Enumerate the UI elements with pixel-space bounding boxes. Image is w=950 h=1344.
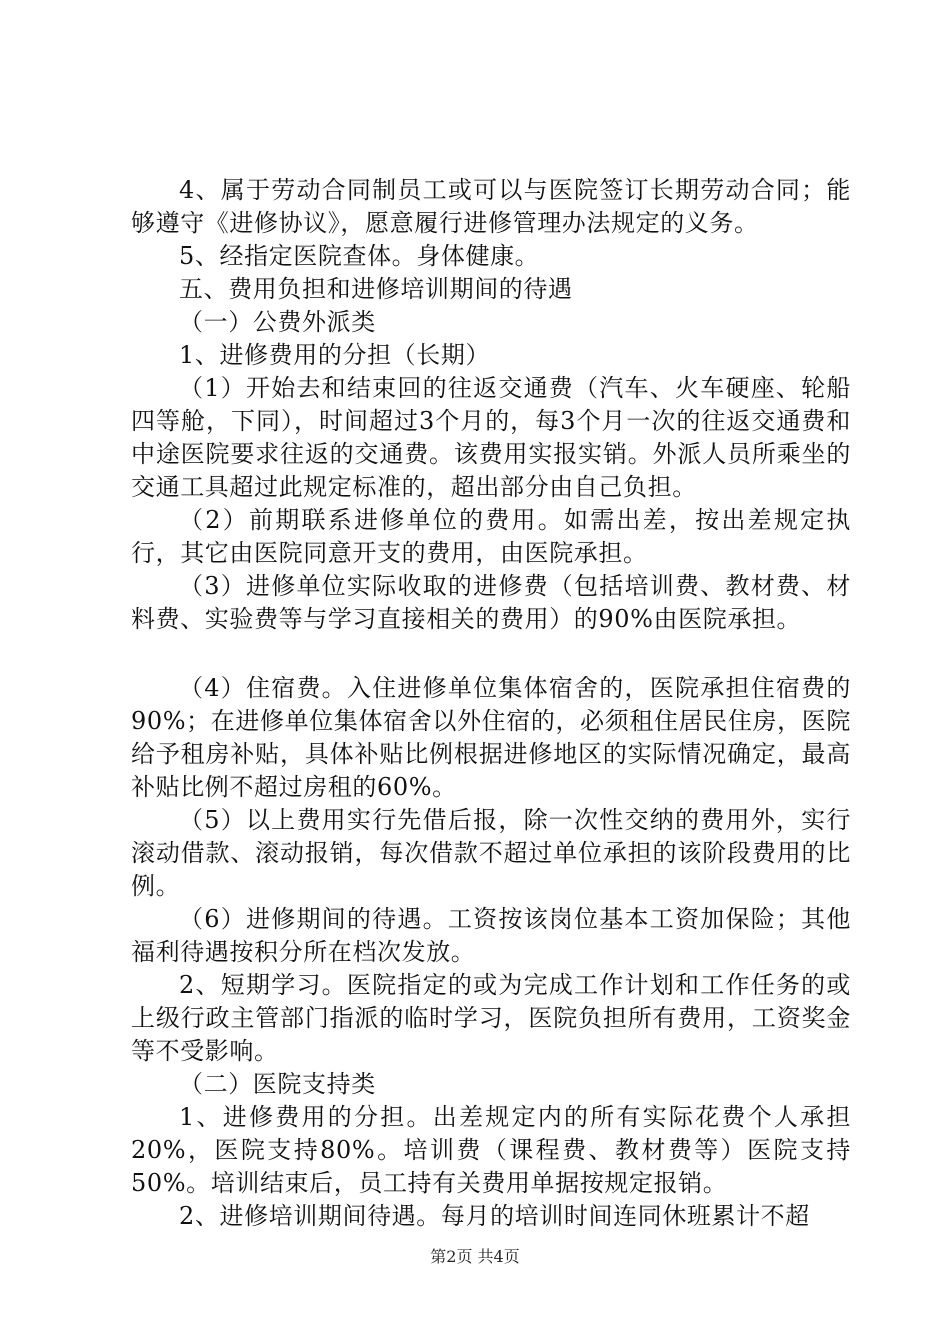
paragraph-cost-sharing: 1、进修费用的分担（长期）: [179, 341, 491, 369]
paragraph-support-cost: 1、进修费用的分担。出差规定内的所有实际花费个人承担20%，医院支持80%。培训费（课程费、教材费等）医院支持50%。培训结束后，员工持有关费用单据按规定报销。: [131, 1103, 851, 1197]
paragraph-short-term-study: 2、短期学习。医院指定的或为完成工作计划和工作任务的或上级行政主管部门指派的临时学习，医院负担所有费用，工资奖金等不受影响。: [131, 971, 851, 1065]
paragraph-item-5: 5、经指定医院查体。身体健康。: [179, 242, 540, 270]
subsection-heading-2: （二）医院支持类: [179, 1070, 376, 1098]
paragraph-clause-5: （5）以上费用实行先借后报，除一次性交纳的费用外，实行滚动借款、滚动报销，每次借款不超过单位承担的该阶段费用的比例。: [131, 806, 851, 900]
paragraph-clause-6: （6）进修期间的待遇。工资按该岗位基本工资加保险；其他福利待遇按积分所在档次发放。: [131, 905, 851, 966]
paragraph-clause-1: （1）开始去和结束回的往返交通费（汽车、火车硬座、轮船四等舱，下同），时间超过3个月的，每3个月一次的往返交通费和中途医院要求往返的交通费。该费用实报实销。外派人员所乘坐的交通工具超过此规定标准的，超出部分由自己负担。: [131, 374, 851, 501]
paragraph-item-4: 4、属于劳动合同制员工或可以与医院签订长期劳动合同；能够遵守《进修协议》，愿意履行进修管理办法规定的义务。: [131, 176, 851, 237]
paragraph-clause-4: （4）住宿费。入住进修单位集体宿舍的，医院承担住宿费的90%；在进修单位集体宿舍以外住宿的，必须租住居民住房，医院给予租房补贴，具体补贴比例根据进修地区的实际情况确定，最高补贴比例不超过房租的60%。: [131, 674, 851, 801]
paragraph-training-benefits: 2、进修培训期间待遇。每月的培训时间连同休班累计不超: [179, 1202, 810, 1230]
section-heading-5: 五、费用负担和进修培训期间的待遇: [179, 275, 573, 303]
paragraph-clause-2: （2）前期联系进修单位的费用。如需出差，按出差规定执行，其它由医院同意开支的费用，由医院承担。: [131, 506, 851, 567]
subsection-heading-1: （一）公费外派类: [179, 308, 376, 336]
page-number-footer: 第2页 共4页: [430, 1247, 520, 1266]
paragraph-clause-3: （3）进修单位实际收取的进修费（包括培训费、教材费、材料费、实验费等与学习直接相关的费用）的90%由医院承担。: [131, 572, 851, 633]
document-body: [131, 174, 851, 1233]
